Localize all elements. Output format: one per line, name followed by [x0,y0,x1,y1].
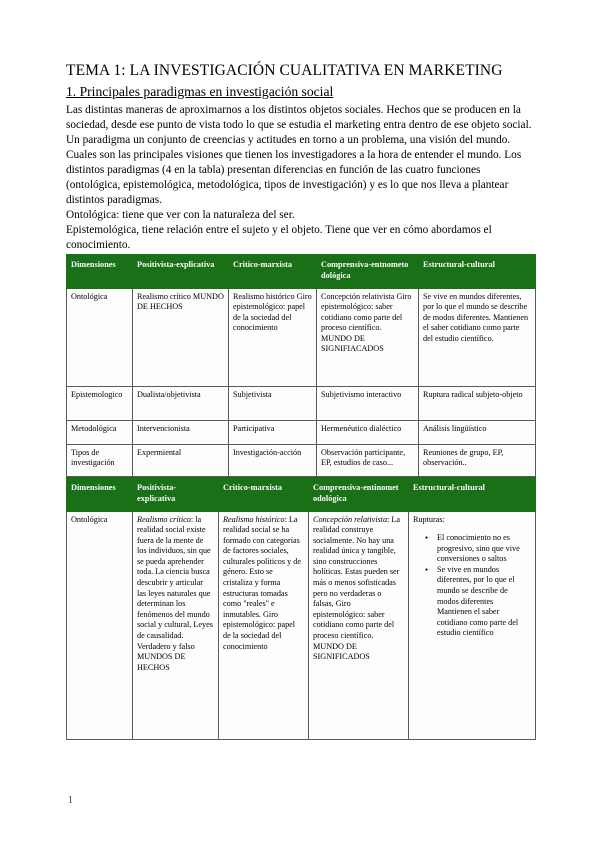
cell-estructural: Análisis lingüístico [419,420,536,444]
col-header-dimensiones: Dimensiones [67,477,133,511]
paragraph-1: Las distintas maneras de aproximarnos a los distintos objetos sociales. Hechos que se producen en la sociedad, desde ese punto de vista todo lo que se estudia el marketing entra dentro de ese objeto social. Un paradigma un conjunto de creencias y actitudes en torno a un problema, una visión del mundo. Cuales son las principales visiones que tienen los investigadores a la hora de entender el mundo. Los distintos paradigmas (4 en la tabla) presentan diferencias en función de las cuatro funciones (ontológica, epistemológica, metodológica, tipos de investigación) y es lo que nos lleva a plantear distintos paradigmas. [66,103,532,207]
cell-critico: Investigación-acción [229,444,317,476]
table-row [67,444,536,476]
table-row [67,288,536,386]
term-description: : La realidad social se ha formado con categorías de factores sociales, culturales políticos y de género. Esto se cristaliza y forma estructuras tomadas como "reales" e inmutables. Giro epistemológico: papel de la sociedad del conocimiento [223,514,301,651]
cell-critico: Subjetivista [229,386,317,420]
body-text [66,103,536,254]
paradigms-summary-table [66,254,536,477]
cell-comprensiva: Subjetivismo interactivo [317,386,419,420]
cell-dimension: Epistemologico [67,386,133,420]
term-emphasis: Realismo histórico [223,514,285,524]
term-description: : La realidad construye socialmente. No hay una realidad única y tangible, sino construcciones holíticas. Estas pueden ser más o menos sofisticadas pero no verdaderas o falsas, Giro epistemológico: saber cotidiano como parte del proceso científico. MUNDO DE SIGNIFICADOS [313,514,401,662]
rupturas-tail-text: Mantienen el saber cotidiano como parte del estudio científico [437,607,519,638]
cell-comprensiva: Hermenéutico dialéctico [317,420,419,444]
cell-positivista: Expermiental [133,444,229,476]
cell-estructural: Ruptura radical subjeto-objeto [419,386,536,420]
table-header-row [67,254,536,288]
cell-estructural: Reuniones de grupo, EP, observación.. [419,444,536,476]
cell-critico [219,511,309,739]
paragraph-2: Ontológica: tiene que ver con la naturaleza del ser. [66,209,295,222]
term-emphasis: Realismo crítico [137,514,191,524]
cell-estructural: Se vive en mundos diferentes, por lo que el mundo se describe de modos diferentes. Mantienen el saber cotidiano como parte del estudio científico. [419,288,536,386]
cell-dimension: Metodológica [67,420,133,444]
table-row [67,386,536,420]
rupturas-label: Rupturas: [413,514,445,524]
col-header-positivista: Positivista-explicativa [133,254,229,288]
cell-positivista: Realismo crítico MUNDO DE HECHOS [133,288,229,386]
list-item: ● El conocimiento no es progresivo, sino que vive conversiones o saltos [427,533,531,565]
term-description: : la realidad social existe fuera de la mente de los individuos, sin que se pueda aprehender toda. La ciencia busca descubrir y articular las leyes naturales que determinan los fenómenos del mundo social y cultural, Leyes de causalidad. Verdadero y falso MUNDOS DE HECHOS [137,514,213,672]
col-header-critico: Critico-marxista [219,477,309,511]
col-header-comprensiva: Comprensiva-entinomet odológica [309,477,409,511]
cell-positivista: Intervencionista [133,420,229,444]
rupturas-list [413,533,531,607]
col-header-estructural: Estructural-cultural [419,254,536,288]
cell-dimension: Ontológica [67,288,133,386]
col-header-critico: Critico-marxista [229,254,317,288]
paragraph-3: Epistemológica, tiene relación entre el sujeto y el objeto. Tiene que ver en cómo abordamos el conocimiento. [66,224,492,252]
cell-dimension: Tipos de investigación [67,444,133,476]
cell-positivista: Dualista/objetivista [133,386,229,420]
col-header-dimensiones: Dimensiones [67,254,133,288]
cell-dimension: Ontológica [67,511,133,739]
page-title: TEMA 1: LA INVESTIGACIÓN CUALITATIVA EN MARKETING [66,62,503,79]
col-header-comprensiva: Comprensiva-entnometo dológica [317,254,419,288]
table-row [67,511,536,739]
col-header-positivista: Positivista-explicativa [133,477,219,511]
table-header-row [67,477,536,511]
col-header-estructural: Estructural-cultural [409,477,536,511]
paradigms-detail-table [66,477,536,740]
cell-critico: Realismo histórico Giro epistemológico: papel de la sociedad del conocimiento [229,288,317,386]
cell-estructural [409,511,536,739]
term-emphasis: Concepción relativista [313,514,388,524]
table-row [67,420,536,444]
list-item: ● Se vive en mundos diferentes, por lo que el mundo se describe de modos diferentes [427,565,531,607]
cell-critico: Participativa [229,420,317,444]
cell-comprensiva: Concepción relativista Giro epistemológico: saber cotidiano como parte del proceso científico. MUNDO DE SIGNIFIACADOS [317,288,419,386]
cell-comprensiva: Observación participante, EP, estudios de caso... [317,444,419,476]
section-heading: 1. Principales paradigmas en investigación social [66,83,334,99]
page-number: 1 [68,795,73,806]
cell-positivista [133,511,219,739]
cell-comprensiva [309,511,409,739]
